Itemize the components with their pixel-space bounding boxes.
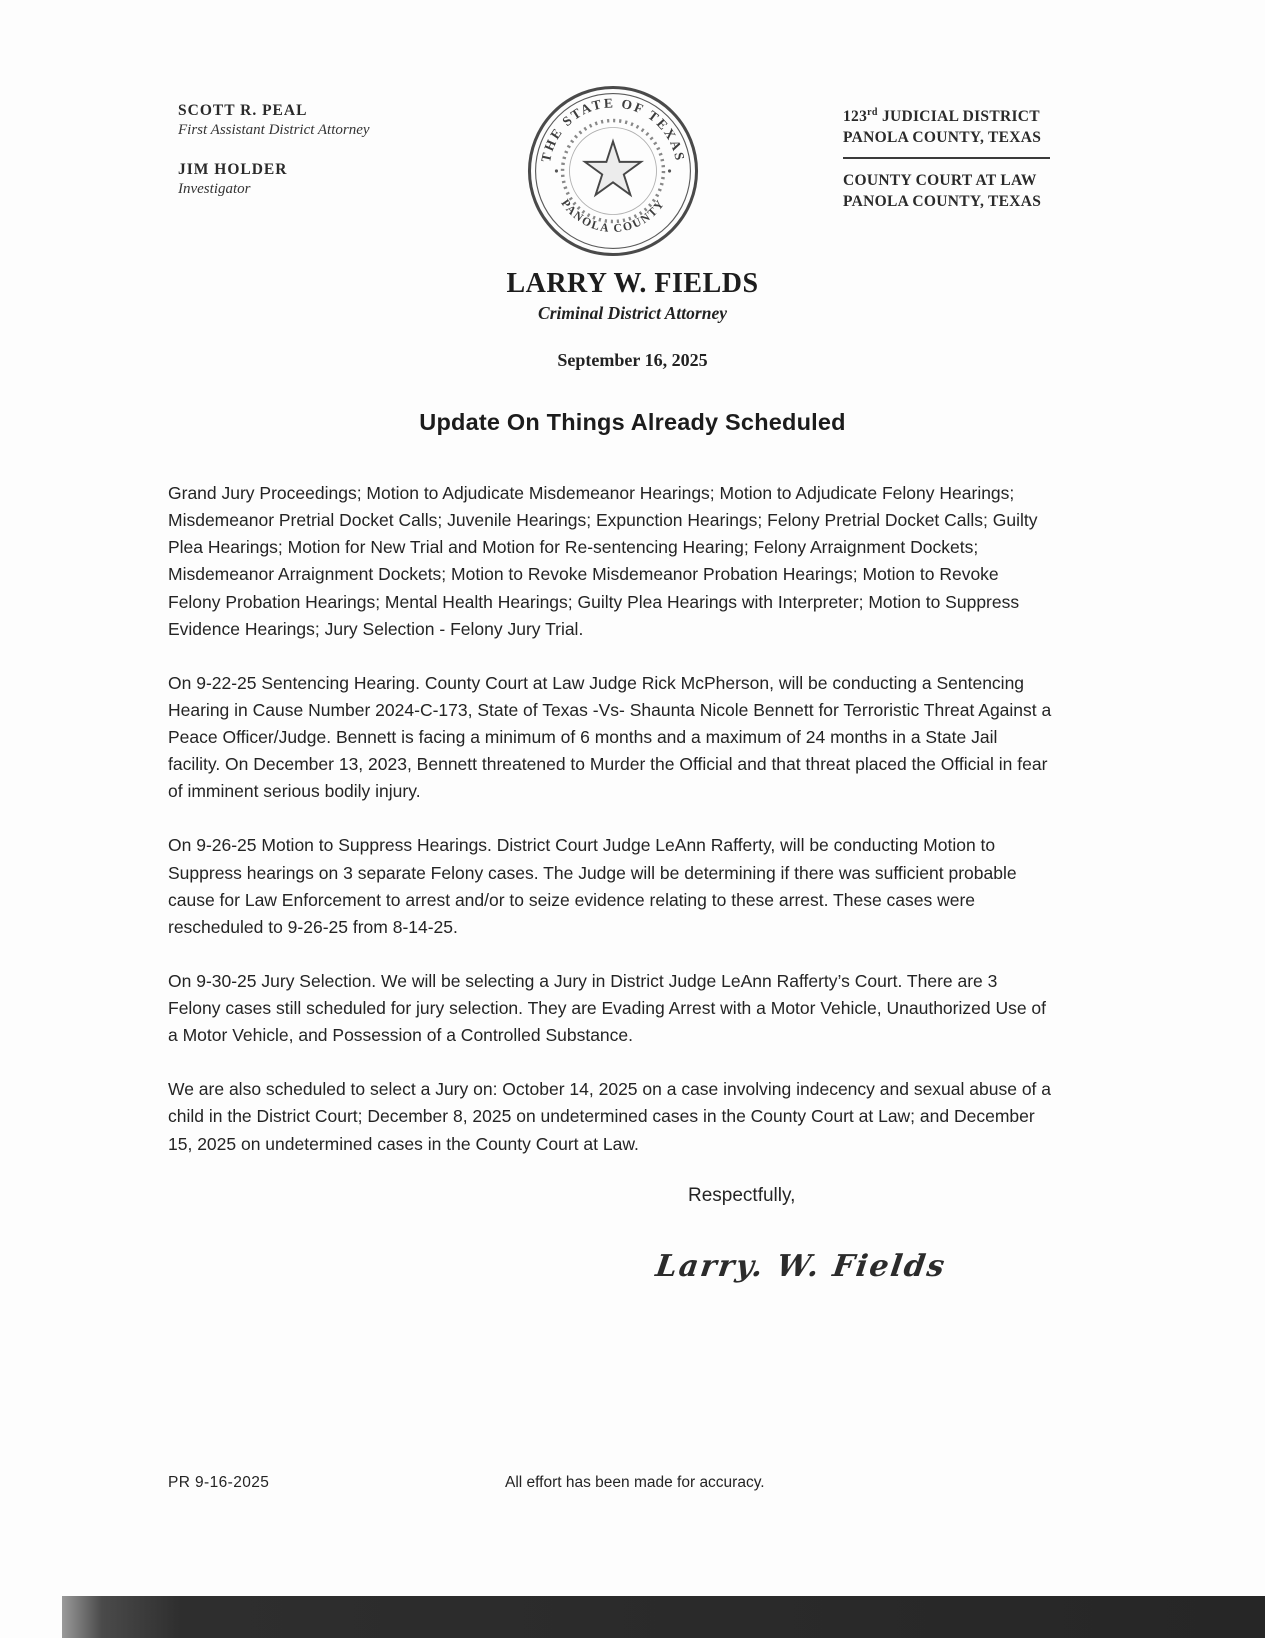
release-date: September 16, 2025 [557,350,708,370]
letterhead-staff-block [178,102,370,198]
signature: Larry. W. Fields [653,1248,949,1284]
headline: Update On Things Already Scheduled [419,409,846,435]
first-assistant-name: SCOTT R. PEAL [178,102,308,119]
seal-top-text: THE STATE OF TEXAS [538,95,688,164]
seal-bottom-text: PANOLA COUNTY [558,196,668,236]
letterhead-court-block [843,106,1050,213]
letterhead [0,0,1265,268]
paragraph-jury-selection: On 9-30-25 Jury Selection. We will be selecting a Jury in District Judge LeAnn Rafferty’s Court. There are 3 Felony cases still scheduled for jury selection. They are Evading Arrest with a Motor Vehicle, Unauthorized Use of a Motor Vehicle, and Possession of a Controlled Substance. [168,970,1047,1046]
body-copy [0,480,1265,1284]
scan-artifact-bar [62,1596,1265,1638]
attorney-block [0,268,1265,324]
judicial-district-line [843,106,1050,128]
district-county-line: PANOLA COUNTY, TEXAS [843,129,1042,147]
county-court-county-line: PANOLA COUNTY, TEXAS [843,192,1042,210]
paragraph-proceedings-list: Grand Jury Proceedings; Motion to Adjudicate Misdemeanor Hearings; Motion to Adjudicate Felony Hearings; Misdemeanor Pretrial Docket Calls; Juvenile Hearings; Expunction Hearings; Felony Pretrial Docket Calls; Guilty Plea Hearings; Motion for New Trial and Motion for Re-sentencing Hearing; Felony Arraignment Dockets; Misdemeanor Arraignment Dockets; Motion to Revoke Misdemeanor Probation Hearings; Motion to Revoke Felony Probation Hearings; Mental Health Hearings; Guilty Plea Hearings with Interpreter; Motion to Suppress Evidence Hearings; Jury Selection - Felony Jury Trial. [168,483,1038,639]
letterhead-divider-rule [843,157,1050,159]
paragraph-sentencing-hearing: On 9-22-25 Sentencing Hearing. County Court at Law Judge Rick McPherson, will be conducting a Sentencing Hearing in Cause Number 2024-C-173, State of Texas -Vs- Shaunta Nicole Bennett for Terroristic Threat Against a Peace Officer/Judge. Bennett is facing a minimum of 6 months and a maximum of 24 months in a State Jail facility. On December 13, 2023, Bennett threatened to Murder the Official and that threat placed the Official in fear of imminent serious bodily injury. [168,672,1052,802]
district-label: JUDICIAL DISTRICT [877,108,1040,126]
paragraph-future-juries: We are also scheduled to select a Jury on: October 14, 2025 on a case involving indecency and sexual abuse of a child in the District Court; December 8, 2025 on undetermined cases in the County Court at Law; and December 15, 2025 on undetermined cases in the County Court at Law. [168,1079,1052,1154]
investigator-title: Investigator [178,181,251,197]
seal-graphic [526,84,700,258]
closing-salutation: Respectfully, [688,1184,796,1206]
county-court-line: COUNTY COURT AT LAW [843,172,1037,189]
first-assistant-title: First Assistant District Attorney [178,122,370,138]
attorney-title: Criminal District Attorney [538,303,727,323]
attorney-name: LARRY W. FIELDS [506,268,759,299]
paragraph-suppress-hearings: On 9-26-25 Motion to Suppress Hearings. District Court Judge LeAnn Rafferty, will be conducting Motion to Suppress hearings on 3 separate Felony cases. The Judge will be determining if there was sufficient probable cause for Law Enforcement to arrest and/or to seize evidence relating to these arrest. These cases were rescheduled to 9-26-25 from 8-14-25. [168,835,1017,937]
footer-reference: PR 9-16-2025 [168,1474,270,1491]
footer-accuracy-note: All effort has been made for accuracy. [505,1474,765,1491]
spacer [178,139,370,161]
state-of-texas-panola-county-seal [526,84,700,258]
district-number: 123 [843,108,868,126]
district-ordinal-sup: rd [867,107,878,118]
investigator-name: JIM HOLDER [178,161,288,178]
